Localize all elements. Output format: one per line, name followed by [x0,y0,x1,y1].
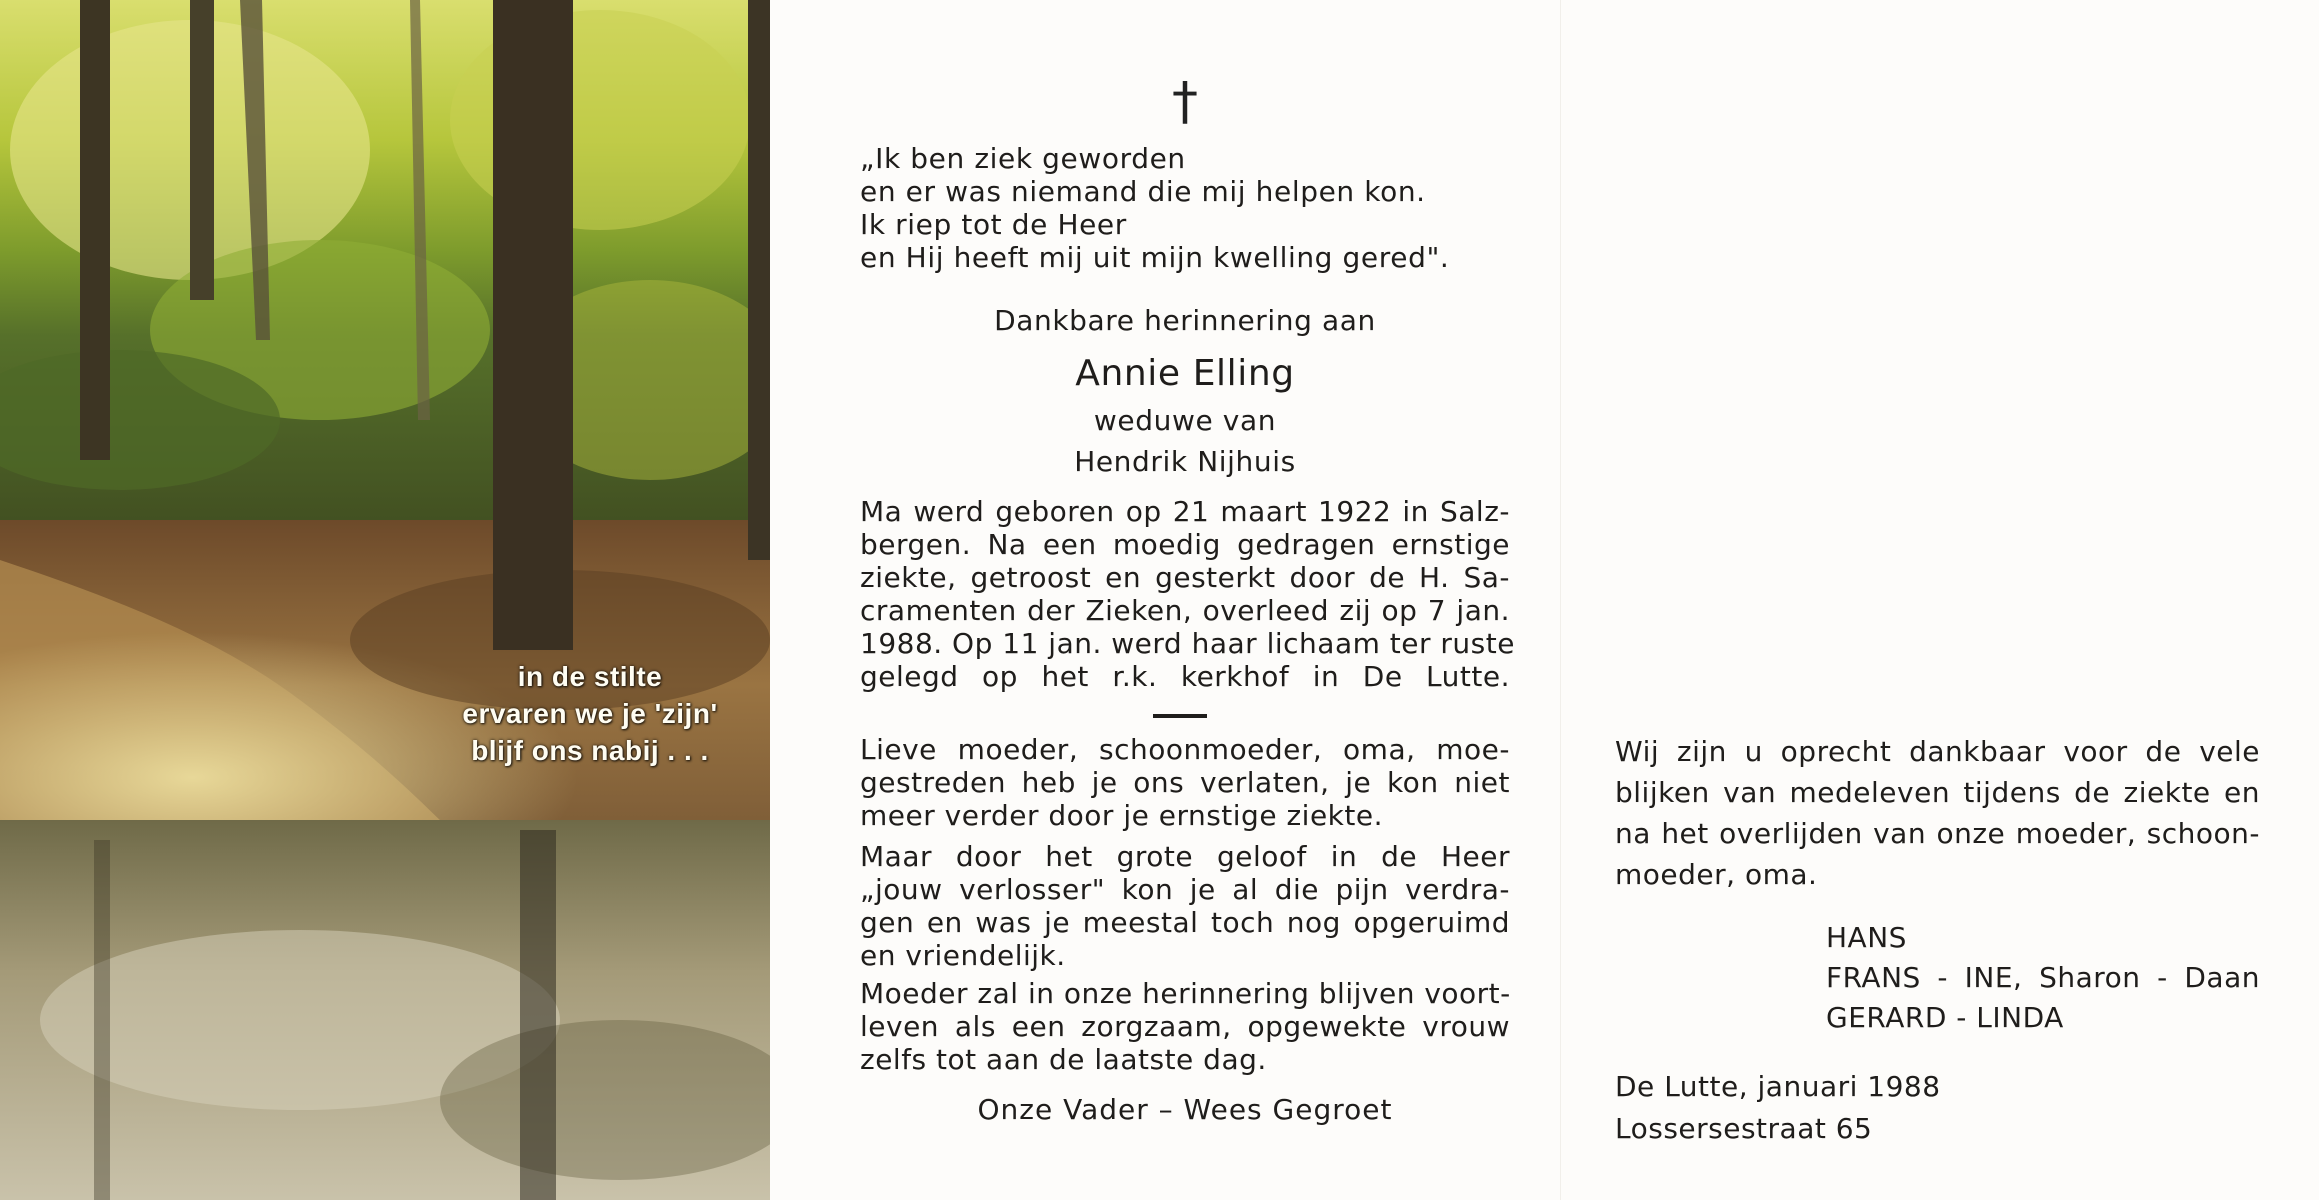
biography-line: gelegd op het r.k. kerkhof in De Lutte. [860,660,1510,693]
quote-line: Ik riep tot de Heer [860,208,1127,241]
tribute-line: gen en was je meestal toch nog opgeruimd [860,906,1510,939]
biography [860,495,1515,693]
quote-line: en er was niemand die mij helpen kon. [860,175,1426,208]
caption-line: blijf ons nabij . . . [471,735,709,766]
tribute-line: leven als een zorgzaam, opgewekte vrouw [860,1010,1510,1043]
tribute-paragraph [860,733,1510,832]
deceased-name: Annie Elling [1075,353,1295,394]
address: Lossersestraat 65 [1615,1112,1873,1145]
biography-line: bergen. Na een moedig gedragen ernstige [860,528,1510,561]
family-names [1826,918,2260,1038]
tribute-line: gestreden heb je ons verlaten, je kon niet [860,766,1510,799]
biography-line: Ma werd geboren op 21 maart 1922 in Salz- [860,495,1510,528]
biography-line: cramenten der Zieken, overleed zij op 7 jan. [860,594,1510,627]
thanks-line: blijken van medeleven tijdens de ziekte en [1615,776,2260,809]
cross-icon: † [1172,72,1198,132]
tribute-paragraph [860,840,1510,972]
place-date: De Lutte, januari 1988 [1615,1070,1941,1103]
card-fold [1560,0,1561,1200]
biography-line: ziekte, getroost en gesterkt door de H. Sa- [860,561,1510,594]
quote-line: „Ik ben ziek geworden [860,142,1186,175]
tribute-line: „jouw verlosser" kon je al die pijn verdra- [860,873,1510,906]
forest-illustration [0,0,770,1200]
tribute-line: zelfs tot aan de laatste dag. [860,1043,1267,1076]
prayer-line: Onze Vader – Wees Gegroet [977,1093,1393,1126]
tribute-line: meer verder door je ernstige ziekte. [860,799,1383,832]
tribute-line: Moeder zal in onze herinnering blijven voort- [860,977,1511,1010]
tribute-line: en vriendelijk. [860,939,1066,972]
thanks-line: na het overlijden van onze moeder, schoon- [1615,817,2260,850]
thanks-line: Wij zijn u oprecht dankbaar voor de vele [1615,735,2260,768]
husband-name: Hendrik Nijhuis [1074,445,1296,478]
tribute-line: Lieve moeder, schoonmoeder, oma, moe- [860,733,1510,766]
caption-line: in de stilte [517,661,663,692]
memorial-intro: Dankbare herinnering aan [994,304,1376,337]
forest-photo [0,0,770,1200]
family-line: HANS [1826,921,1907,954]
quote-line: en Hij heeft mij uit mijn kwelling gered". [860,241,1450,274]
biography-line: 1988. Op 11 jan. werd haar lichaam ter ruste [860,627,1515,660]
tribute-paragraph [860,977,1510,1076]
place-and-address [1615,1066,1941,1150]
family-line: GERARD - LINDA [1826,1001,2064,1034]
photo-caption [410,658,770,769]
caption-line: ervaren we je 'zijn' [462,698,718,729]
section-divider [1153,714,1207,718]
tribute-line: Maar door het grote geloof in de Heer [860,840,1510,873]
family-line: FRANS - INE, Sharon - Daan [1826,961,2260,994]
thank-you-note [1615,731,2260,895]
bible-quote [860,142,1449,274]
thanks-line: moeder, oma. [1615,858,1818,891]
widow-of-label: weduwe van [1093,404,1277,437]
